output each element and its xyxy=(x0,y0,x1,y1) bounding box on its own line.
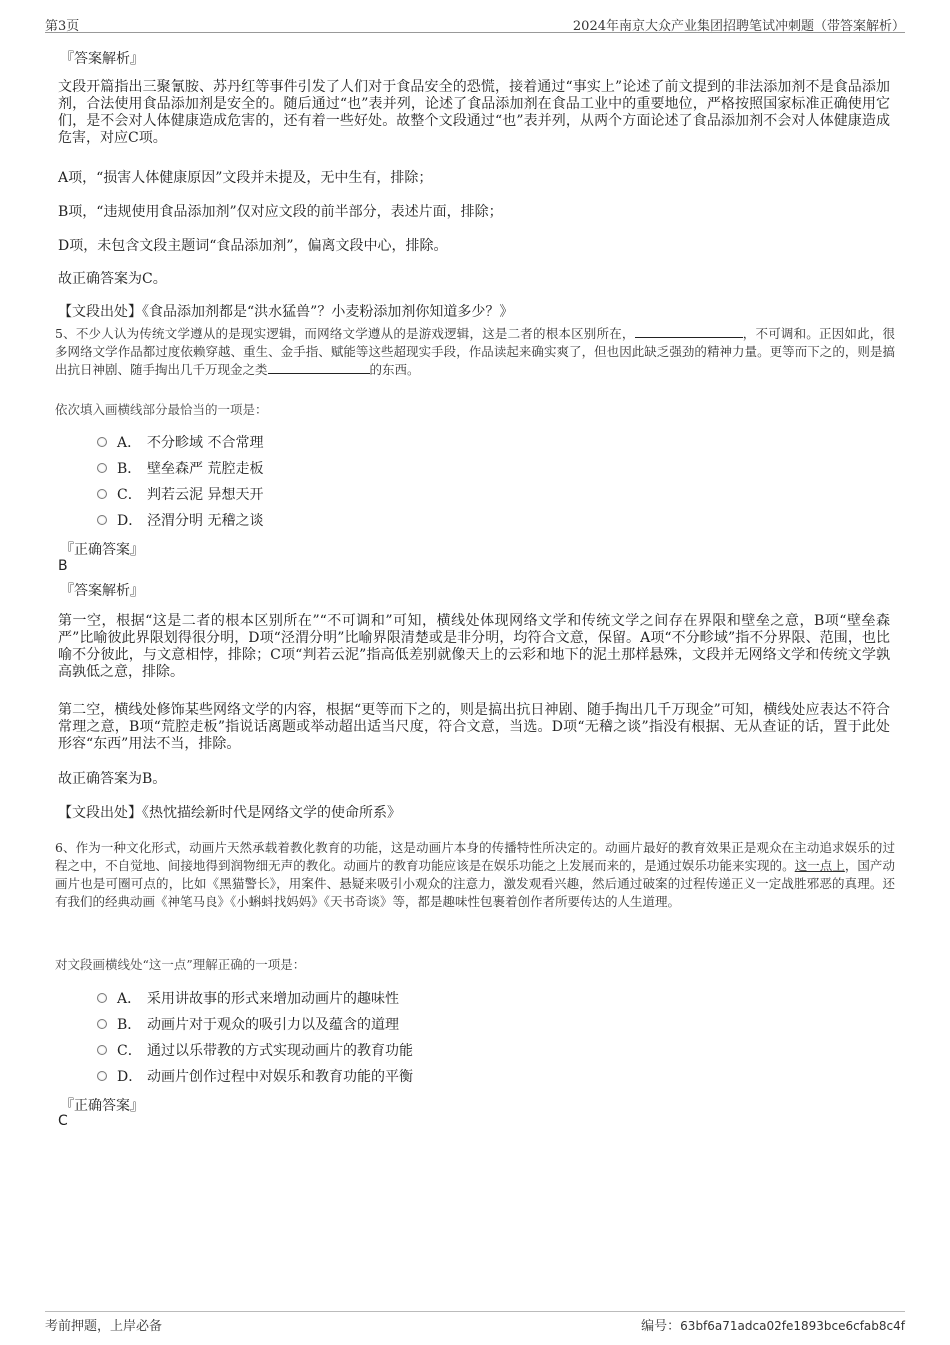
stem-text: 的东西。 xyxy=(369,362,420,377)
analysis-paragraph: B项，“违规使用食品添加剂”仅对应文段的前半部分，表述片面，排除； xyxy=(58,204,503,220)
option-letter: A． xyxy=(117,435,142,451)
radio-button[interactable] xyxy=(97,1045,107,1055)
option-text: 采用讲故事的形式来增加动画片的趣味性 xyxy=(147,991,399,1007)
question-prompt: 依次填入画横线部分最恰当的一项是： xyxy=(55,402,268,417)
document-id xyxy=(641,1315,905,1334)
option-a[interactable] xyxy=(97,988,399,1008)
analysis-paragraph: 文段开篇指出三聚氰胺、苏丹红等事件引发了人们对于食品安全的恐慌，接着通过“事实上”论述了前文提到的非法添加剂不是食品添加剂，合法使用食品添加剂是安全的。随后通过“也”表并列，论述了食品添加剂在食品工业中的重要地位，严格按照国家标准正确使用它们，是不会对人体健康造成危害的，还有着一些好处。故整个文段通过“也”表并列，从两个方面论述了食品添加剂不会对人体健康造成危害，对应C项。 xyxy=(58,79,890,146)
option-text: 判若云泥 异想天开 xyxy=(147,487,264,503)
option-a[interactable] xyxy=(97,432,263,452)
option-letter: D． xyxy=(117,1069,143,1085)
analysis-label: 『答案解析』 xyxy=(60,583,144,599)
option-letter: B． xyxy=(117,461,142,477)
correct-answer: C xyxy=(58,1113,68,1129)
page-footer xyxy=(45,1311,905,1334)
fill-blank xyxy=(635,325,743,338)
question-stem xyxy=(55,839,895,911)
document-id-label: 编号： xyxy=(641,1319,681,1334)
correct-answer: B xyxy=(58,558,68,574)
option-c[interactable] xyxy=(97,484,263,504)
document-title: 2024年南京大众产业集团招聘笔试冲刺题（带答案解析） xyxy=(572,19,905,34)
question-prompt: 对文段画横线处“这一点”理解正确的一项是： xyxy=(55,957,306,972)
option-text: 不分畛域 不合常理 xyxy=(147,435,264,451)
stem-text: 5、不少人认为传统文学遵从的是现实逻辑，而网络文学遵从的是游戏逻辑，这是二者的根本区别所在， xyxy=(55,326,635,341)
page-number: 第3页 xyxy=(45,19,80,34)
option-letter: C． xyxy=(117,1043,142,1059)
stem-text: 6、作为一种文化形式，动画片天然承载着教化教育的功能，这是动画片本身的传播特性所决定的。动画片最好的教育效果正是观众在主动追求娱乐的过程之中，不自觉地、间接地得到润物细无声的教化。动画片的教育功能应该是在娱乐功能之上发展而来的，是通过娱乐功能来实现的。 xyxy=(55,840,895,873)
option-letter: B． xyxy=(117,1017,142,1033)
radio-button[interactable] xyxy=(97,437,107,447)
radio-button[interactable] xyxy=(97,489,107,499)
option-text: 壁垒森严 荒腔走板 xyxy=(147,461,264,477)
analysis-paragraph: A项，“损害人体健康原因”文段并未提及，无中生有，排除； xyxy=(58,170,433,186)
question-stem xyxy=(55,325,895,379)
option-text: 动画片创作过程中对娱乐和教育功能的平衡 xyxy=(147,1069,413,1085)
analysis-label: 『答案解析』 xyxy=(60,51,144,67)
option-letter: D． xyxy=(117,513,143,529)
footer-slogan: 考前押题，上岸必备 xyxy=(45,1319,163,1334)
radio-button[interactable] xyxy=(97,1071,107,1081)
option-text: 泾渭分明 无稽之谈 xyxy=(147,513,264,529)
option-text: 通过以乐带教的方式实现动画片的教育功能 xyxy=(147,1043,413,1059)
option-c[interactable] xyxy=(97,1040,413,1060)
option-d[interactable] xyxy=(97,1066,413,1086)
stem-text: ，不可调和。正因如此，很多网络文学作品都过度依赖穿越、重生、金手指、赋能等这些超现实手段，作品读起来确实爽了，但也因此缺乏强劲的精神力量。更等而下之的，则是搞出抗日神剧、随手掏出几千万现金之类 xyxy=(55,326,895,377)
option-letter: C． xyxy=(117,487,142,503)
analysis-paragraph: D项，未包含文段主题词“食品添加剂”，偏离文段中心，排除。 xyxy=(58,238,448,254)
option-b[interactable] xyxy=(97,458,263,478)
radio-button[interactable] xyxy=(97,515,107,525)
radio-button[interactable] xyxy=(97,1019,107,1029)
conclusion-text: 故正确答案为B。 xyxy=(58,771,167,787)
option-text: 动画片对于观众的吸引力以及蕴含的道理 xyxy=(147,1017,399,1033)
option-d[interactable] xyxy=(97,510,263,530)
radio-button[interactable] xyxy=(97,993,107,1003)
option-letter: A． xyxy=(117,991,142,1007)
underlined-phrase: 这一点上 xyxy=(794,858,845,873)
document-id-value: 63bf6a71adca02fe1893bce6cfab8c4f xyxy=(680,1319,905,1333)
analysis-paragraph: 第一空，根据“这是二者的根本区别所在”“不可调和”可知，横线处体现网络文学和传统文学之间存在界限和壁垒之意，B项“壁垒森严”比喻彼此界限划得很分明，D项“泾渭分明”比喻界限清楚或是非分明，均符合文意，保留。A项“不分畛域”指不分界限、范围，也比喻不分彼此，与文意相悖，排除；C项“判若云泥”指高低差别就像天上的云彩和地下的泥土那样悬殊，文段并无网络文学和传统文学孰高孰低之意，排除。 xyxy=(58,613,890,680)
passage-source: 【文段出处】《热忱描绘新时代是网络文学的使命所系》 xyxy=(58,805,401,821)
option-b[interactable] xyxy=(97,1014,399,1034)
analysis-paragraph: 第二空，横线处修饰某些网络文学的内容，根据“更等而下之的，则是搞出抗日神剧、随手掏出几千万现金”可知，横线处应表达不符合常理之意，B项“荒腔走板”指说话离题或举动超出适当尺度，符合文意，当选。D项“无稽之谈”指没有根据、无从查证的话，置于此处形容“东西”用法不当，排除。 xyxy=(58,702,890,752)
fill-blank xyxy=(268,361,370,374)
passage-source: 【文段出处】《食品添加剂都是“洪水猛兽”？小麦粉添加剂你知道多少？》 xyxy=(58,304,514,320)
stem-text: ，国产动画片也是可圈可点的，比如《黑猫警长》，用案件、悬疑来吸引小观众的注意力，激发观看兴趣，然后通过破案的过程传递正义一定战胜邪恶的真理。还有我们的经典动画《神笔马良》《小蝌蚪找妈妈》《天书奇谈》等，都是趣味性包裹着创作者所要传达的人生道理。 xyxy=(55,858,895,909)
page-header xyxy=(45,12,905,33)
conclusion-text: 故正确答案为C。 xyxy=(58,271,167,287)
radio-button[interactable] xyxy=(97,463,107,473)
correct-answer-label: 『正确答案』 xyxy=(60,1098,144,1114)
correct-answer-label: 『正确答案』 xyxy=(60,542,144,558)
